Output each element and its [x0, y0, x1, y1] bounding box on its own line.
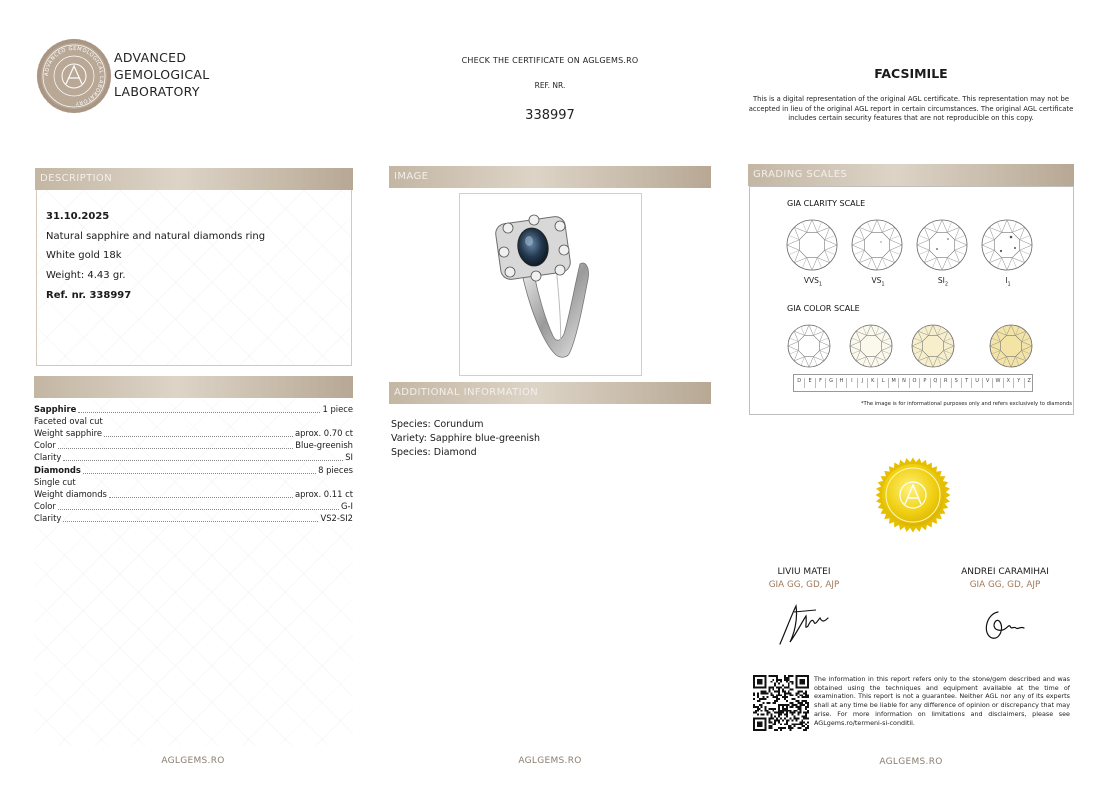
lab-name-line: GEMOLOGICAL	[114, 67, 210, 82]
clarity-label: $VVS_1$	[803, 276, 823, 288]
color-grade-letter: P	[919, 378, 929, 388]
footer-website[interactable]: AGLGEMS.RO	[879, 757, 943, 767]
color-grade-letter: E	[804, 378, 814, 388]
clarity-diamonds	[782, 214, 1062, 276]
check-certificate-text: CHECK THE CERTIFICATE ON AGLGEMS.RO	[461, 56, 639, 65]
ref-label: REF. NR.	[534, 81, 566, 90]
color-grade-letter: G	[825, 378, 835, 388]
color-grade-letter: U	[971, 378, 981, 388]
dot-leader	[58, 448, 293, 449]
color-grade-letter: O	[909, 378, 919, 388]
ref-description: Ref. nr. 338997	[46, 289, 132, 301]
lab-name-line: ADVANCED	[114, 50, 187, 65]
image-header: IMAGE	[389, 166, 711, 188]
signatory-credentials: GIA GG, GD, AJP	[768, 580, 840, 590]
grading-header: GRADING SCALES	[748, 164, 1074, 186]
diamond-diagram	[912, 325, 954, 367]
agl-logo-seal	[36, 38, 112, 114]
description-header: DESCRIPTION	[35, 168, 353, 190]
info-line: Species: Corundum	[391, 419, 484, 430]
color-grade-letter: K	[867, 378, 877, 388]
color-grade-letter: W	[992, 378, 1002, 388]
color-grade-letter: H	[836, 378, 846, 388]
info-line: Variety: Sapphire blue-greenish	[391, 433, 540, 444]
qr-code-icon[interactable]	[753, 675, 809, 731]
diamond-diagram	[788, 325, 830, 367]
diamond-diagram	[990, 325, 1032, 367]
signatory-credentials: GIA GG, GD, AJP	[969, 580, 1041, 590]
grading-image-note: *The image is for informational purposes only and refers exclusively to diamonds	[860, 401, 1072, 407]
color-grade-letter: X	[1003, 378, 1013, 388]
clarity-label: $I_1$	[1005, 276, 1011, 288]
gold-seal-icon	[875, 457, 951, 533]
color-letter-scale	[793, 374, 1033, 392]
diamond-diagram	[850, 325, 892, 367]
color-grade-letter: N	[898, 378, 908, 388]
ring-photo	[459, 193, 642, 376]
diamond-diagram	[982, 220, 1032, 270]
spec-row	[34, 500, 353, 512]
spec-row	[34, 403, 353, 415]
signatory-name: LIVIU MATEI	[777, 567, 831, 577]
color-grade-letter: M	[888, 378, 898, 388]
spec-row	[34, 451, 353, 463]
color-grade-letter: S	[951, 378, 961, 388]
item-description: Natural sapphire and natural diamonds ring	[46, 230, 266, 242]
color-grade-letter: V	[982, 378, 992, 388]
spec-row	[34, 512, 353, 524]
certificate-date: 31.10.2025	[46, 211, 110, 222]
facsimile-note: This is a digital representation of the original AGL certificate. This representation may not be accepted in lieu of the original AGL report in certain circumstances. The original AGL certificate includes certain security features that are not reproducible on this copy.	[748, 95, 1074, 122]
spec-value: G-I	[341, 500, 353, 511]
weight-description: Weight: 4.43 gr.	[46, 270, 126, 282]
color-grade-letter: F	[815, 378, 825, 388]
footer-website[interactable]: AGLGEMS.RO	[518, 756, 582, 766]
spec-row	[34, 427, 353, 439]
color-grade-letter: L	[877, 378, 887, 388]
dot-leader	[78, 412, 320, 413]
footer-website[interactable]: AGLGEMS.RO	[161, 756, 225, 766]
diamond-diagram	[852, 220, 902, 270]
dot-leader	[83, 473, 316, 474]
dot-leader	[63, 460, 343, 461]
spec-value: SI	[345, 452, 353, 463]
color-grade-letter: I	[846, 378, 856, 388]
disclaimer-text: The information in this report refers only to the stone/gem described and was obtained using the techniques and equipment available at the time of examination. This report is not a guarantee. Neither AGL nor any of its experts shall at any time be liable for any difference of opinion or discrepancy that may arise. For more information on limitations and disclaimers, please see AGLgems.ro/termeni-si-conditii.	[814, 675, 1070, 727]
spec-key: Faceted oval cut	[34, 416, 103, 427]
color-scale-title: GIA COLOR SCALE	[787, 304, 860, 313]
lab-name	[114, 49, 209, 100]
spec-row	[34, 439, 353, 451]
spec-value: aprox. 0.11 ct	[294, 488, 353, 499]
clarity-label: $VS_1$	[871, 276, 885, 288]
color-grade-letter: J	[857, 378, 867, 388]
spec-key: Sapphire	[34, 404, 77, 414]
color-grade-letter: R	[940, 378, 950, 388]
specs-header-bar	[34, 376, 353, 398]
spec-value: 1 piece	[322, 404, 353, 414]
spec-key: Clarity	[34, 512, 62, 523]
spec-value: 8 pieces	[318, 464, 353, 475]
spec-key: Weight sapphire	[34, 428, 103, 439]
spec-key: Clarity	[34, 452, 62, 463]
additional-info-header: ADDITIONAL INFORMATION	[389, 382, 711, 404]
spec-row	[34, 415, 353, 427]
color-grade-letter: D	[797, 378, 802, 384]
description-text	[46, 207, 265, 306]
spec-key: Color	[34, 500, 56, 511]
dot-leader	[104, 436, 293, 437]
clarity-label: $SI_2$	[937, 276, 949, 288]
color-grade-letter: Z	[1024, 378, 1034, 388]
additional-info	[391, 418, 540, 460]
ref-number: 338997	[525, 108, 575, 123]
diamond-diagram	[917, 220, 967, 270]
dot-leader	[109, 497, 293, 498]
spec-value: VS2-SI2	[320, 512, 353, 523]
seal-text: ADVANCED GEMOLOGICAL LABORATORY	[43, 45, 105, 107]
color-grade-letter: T	[961, 378, 971, 388]
color-diamonds	[782, 320, 1062, 372]
lab-name-line: LABORATORY	[114, 84, 200, 99]
clarity-scale-title: GIA CLARITY SCALE	[787, 199, 866, 208]
dot-leader	[58, 509, 339, 510]
spec-key: Diamonds	[34, 464, 81, 475]
spec-row	[34, 476, 353, 488]
spec-value: Blue-greenish	[295, 440, 353, 451]
color-grade-letter: Q	[930, 378, 940, 388]
signatory-name: ANDREI CARAMIHAI	[961, 567, 1049, 577]
clarity-labels	[787, 276, 1067, 288]
spec-row	[34, 488, 353, 500]
metal-description: White gold 18k	[46, 250, 122, 262]
dot-leader	[63, 521, 318, 522]
spec-row	[34, 464, 353, 476]
signature-liviu-matei	[776, 600, 836, 648]
spec-key: Single cut	[34, 476, 76, 487]
info-line: Species: Diamond	[391, 447, 477, 458]
spec-key: Color	[34, 440, 56, 451]
spec-value: aprox. 0.70 ct	[294, 428, 353, 439]
facsimile-title: FACSIMILE	[874, 66, 948, 81]
spec-key: Weight diamonds	[34, 488, 107, 499]
color-grade-letter: Y	[1013, 378, 1023, 388]
signature-andrei-caramihai	[978, 604, 1028, 644]
diamond-diagram	[787, 220, 837, 270]
